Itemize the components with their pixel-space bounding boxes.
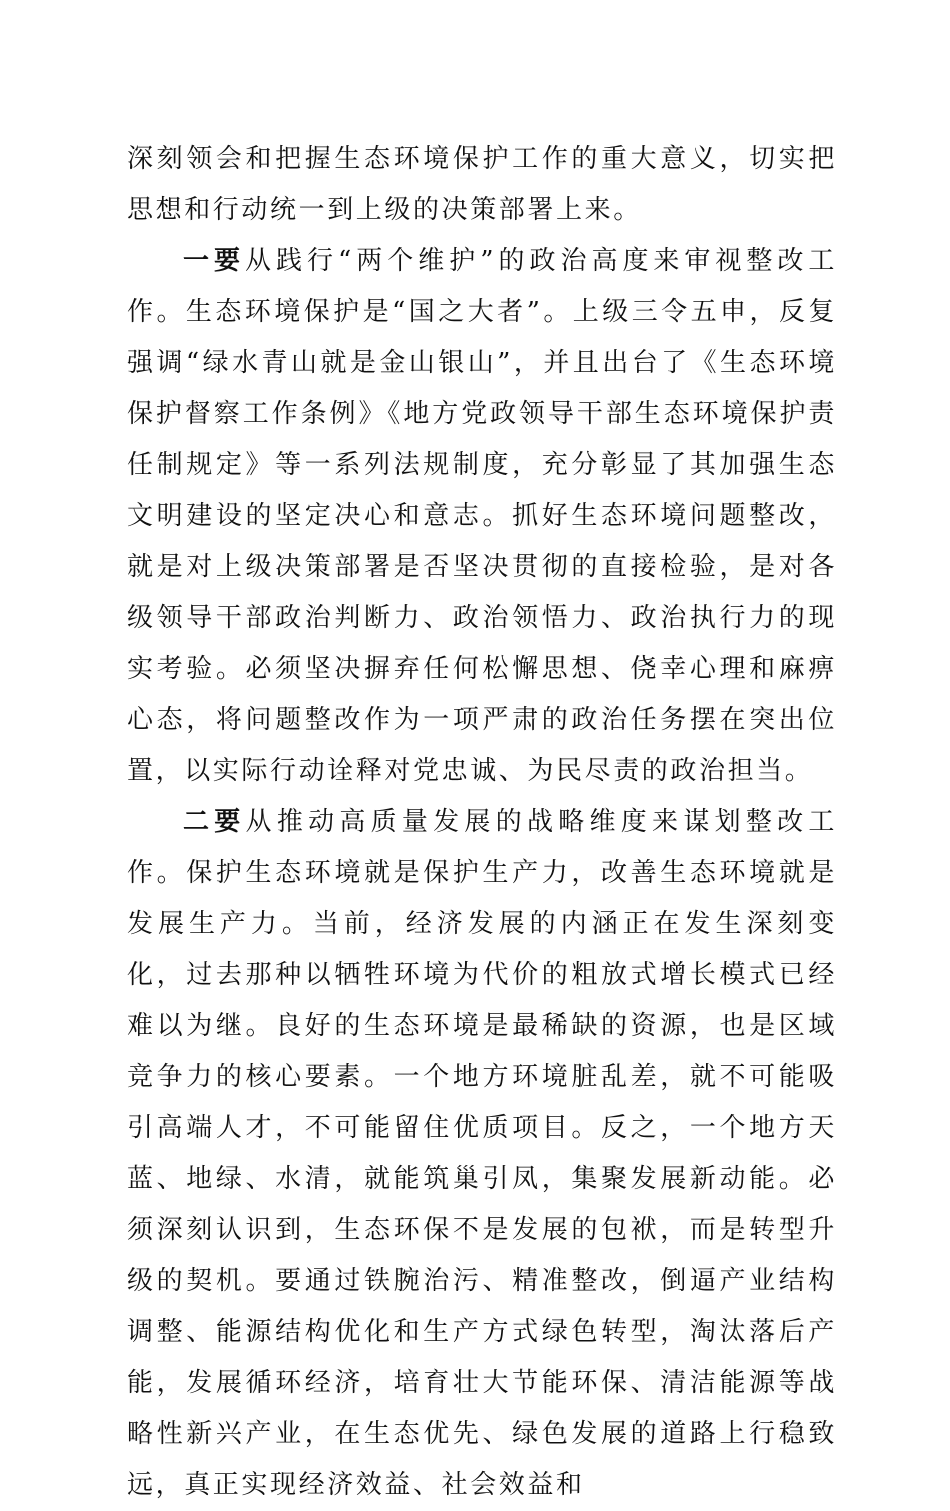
paragraph-2: [127, 236, 837, 797]
document-body: [127, 134, 837, 1511]
paragraph-3: [127, 797, 837, 1511]
paragraph-2-lead: 一要: [183, 246, 245, 276]
paragraph-1: [127, 134, 837, 236]
paragraph-2-text: 从践行“两个维护”的政治高度来审视整改工作。生态环境保护是“国之大者”。上级三令五申，反复强调“绿水青山就是金山银山”，并且出台了《生态环境保护督察工作条例》《地方党政领导干部生态环境保护责任制规定》等一系列法规制度，充分彰显了其加强生态文明建设的坚定决心和意志。抓好生态环境问题整改，就是对上级决策部署是否坚决贯彻的直接检验，是对各级领导干部政治判断力、政治领悟力、政治执行力的现实考验。必须坚决摒弃任何松懈思想、侥幸心理和麻痹心态，将问题整改作为一项严肃的政治任务摆在突出位置，以实际行动诠释对党忠诚、为民尽责的政治担当。: [127, 246, 837, 786]
paragraph-3-text: 从推动高质量发展的战略维度来谋划整改工作。保护生态环境就是保护生产力，改善生态环境就是发展生产力。当前，经济发展的内涵正在发生深刻变化，过去那种以牺牲环境为代价的粗放式增长模式已经难以为继。良好的生态环境是最稀缺的资源，也是区域竞争力的核心要素。一个地方环境脏乱差，就不可能吸引高端人才，不可能留住优质项目。反之，一个地方天蓝、地绿、水清，就能筑巢引凤，集聚发展新动能。必须深刻认识到，生态环保不是发展的包袱，而是转型升级的契机。要通过铁腕治污、精准整改，倒逼产业结构调整、能源结构优化和生产方式绿色转型，淘汰落后产能，发展循环经济，培育壮大节能环保、清洁能源等战略性新兴产业，在生态优先、绿色发展的道路上行稳致远，真正实现经济效益、社会效益和: [127, 807, 837, 1500]
paragraph-3-lead: 二要: [183, 807, 246, 837]
paragraph-1-text: 深刻领会和把握生态环境保护工作的重大意义，切实把思想和行动统一到上级的决策部署上来。: [127, 144, 837, 225]
